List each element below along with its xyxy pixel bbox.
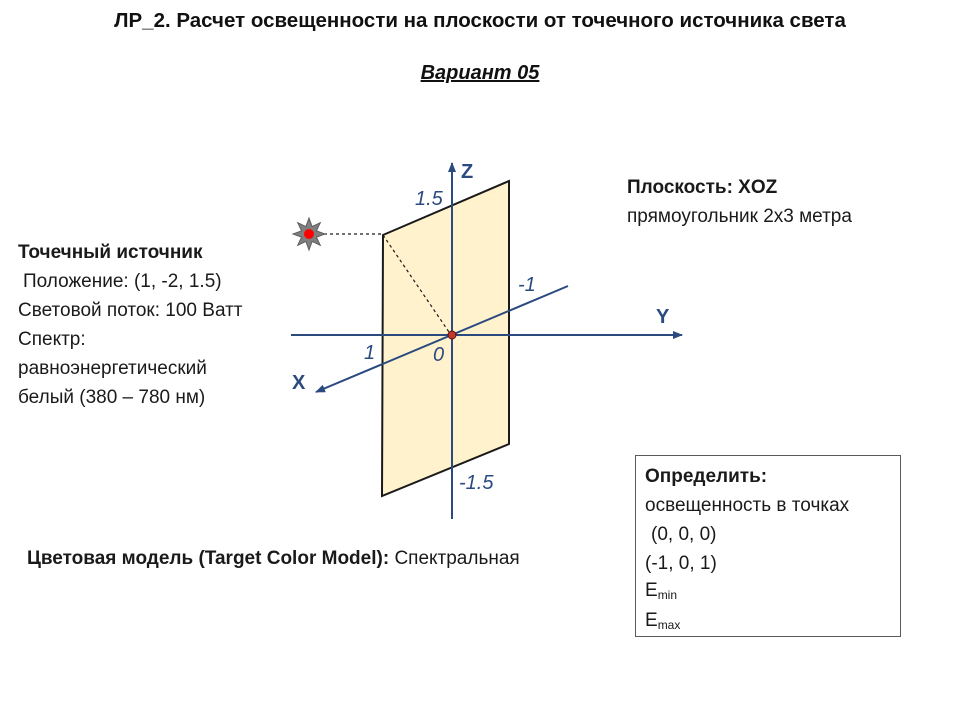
task-e-min — [645, 578, 900, 608]
e-min-subscript: min — [657, 588, 678, 602]
tick-label-origin: 0 — [433, 344, 445, 366]
color-model-value: Спектральная — [394, 548, 520, 569]
y-axis-label: Y — [656, 306, 670, 328]
plane-heading: Плоскость: XOZ — [627, 177, 778, 198]
e-max-subscript: max — [657, 618, 681, 632]
source-spectrum-label: Спектр: — [18, 329, 86, 350]
task-e-max — [645, 608, 900, 638]
source-heading: Точечный источник — [18, 242, 203, 263]
z-axis-label: Z — [461, 161, 474, 183]
tick-label-y-neg: -1 — [518, 274, 536, 296]
task-box — [635, 455, 901, 637]
e-max-base: E — [645, 610, 658, 631]
origin-dot-icon — [448, 331, 456, 339]
tick-label-z-top: 1.5 — [415, 188, 443, 210]
tick-label-z-bottom: -1.5 — [459, 472, 494, 494]
plane-size: прямоугольник 2х3 метра — [627, 206, 852, 227]
task-heading: Определить: — [645, 466, 768, 487]
x-axis-label: X — [292, 372, 306, 394]
color-model-line — [27, 548, 627, 570]
plane-description — [627, 173, 947, 231]
task-point2: (-1, 0, 1) — [645, 553, 717, 574]
task-line1: освещенность в точках — [645, 495, 850, 516]
light-source-description — [18, 238, 288, 412]
source-position: Положение: (1, -2, 1.5) — [23, 271, 222, 292]
source-spectrum-line1: равноэнергетический — [18, 358, 207, 379]
source-spectrum-line2: белый (380 – 780 нм) — [18, 387, 206, 408]
color-model-label: Цветовая модель (Target Color Model): — [27, 548, 390, 569]
task-point1: (0, 0, 0) — [651, 524, 717, 545]
e-min-base: E — [645, 580, 658, 601]
variant-subtitle: Вариант 05 — [420, 62, 540, 84]
starburst-icon — [293, 218, 325, 250]
source-flux: Световой поток: 100 Ватт — [18, 300, 243, 321]
page-title: ЛР_2. Расчет освещенности на плоскости от точечного источника света — [114, 9, 846, 32]
tick-label-x-pos: 1 — [364, 342, 376, 364]
